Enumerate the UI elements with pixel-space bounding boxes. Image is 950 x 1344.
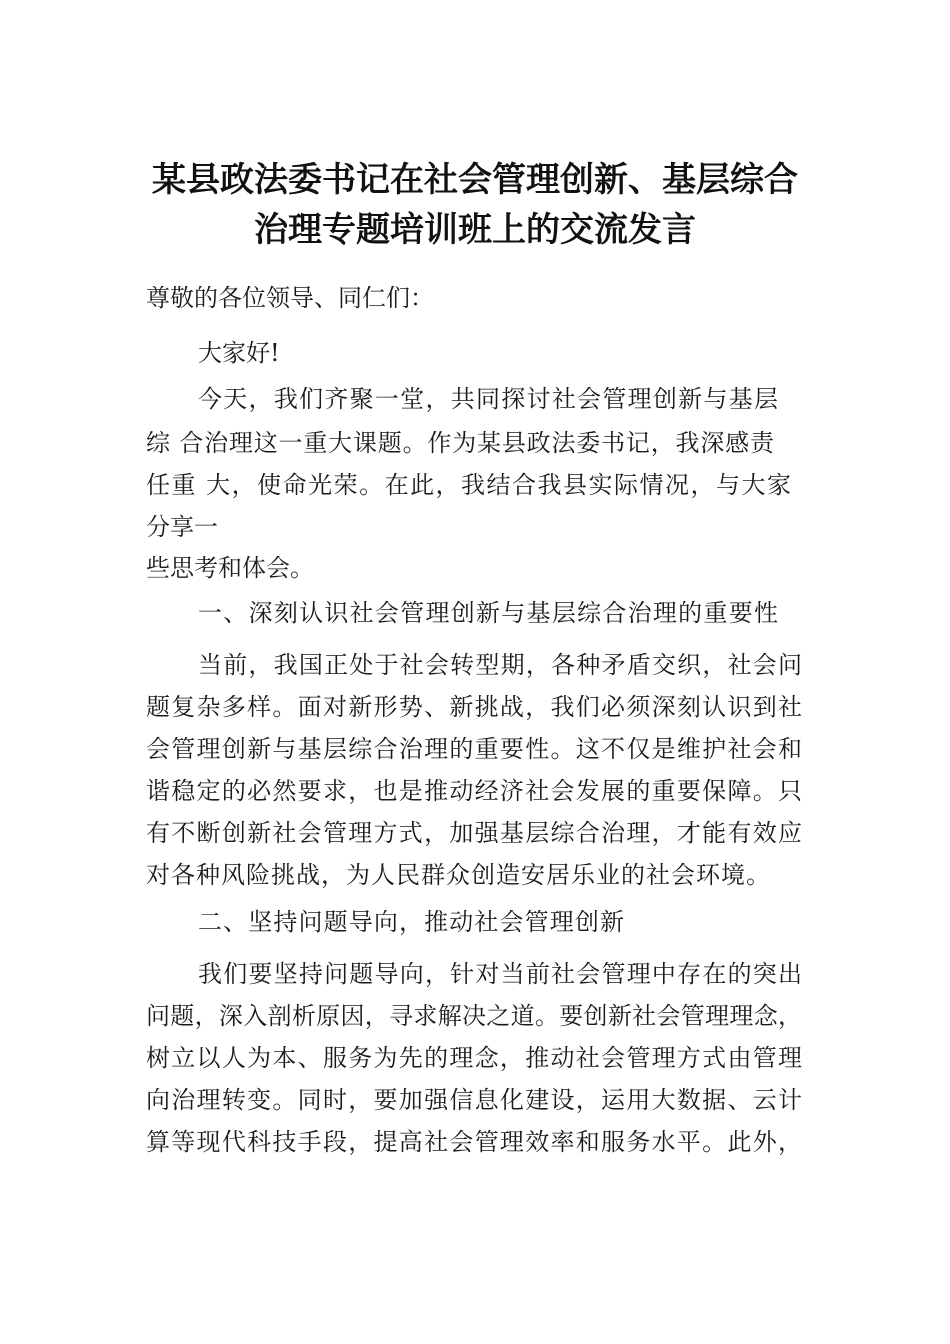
section1-line: 题复杂多样。面对新形势、新挑战，我们必须深刻认识到社: [146, 693, 802, 721]
section1-line: 谐稳定的必然要求，也是推动经济社会发展的重要保障。只: [146, 777, 802, 805]
section2-line: 问题，深入剖析原因，寻求解决之道。要创新社会管理理念，: [146, 1002, 802, 1030]
section-heading-1: 一、深刻认识社会管理创新与基层综合治理的重要性: [198, 599, 778, 627]
section1-line: 会管理创新与基层综合治理的重要性。这不仅是维护社会和: [146, 735, 802, 763]
section-heading-2: 二、坚持问题导向，推动社会管理创新: [198, 908, 624, 936]
document-title-line-1: 某县政法委书记在社会管理创新、基层综合: [152, 160, 798, 200]
document-title-line-2: 治理专题培训班上的交流发言: [254, 210, 696, 250]
intro-line: 今天，我们齐聚一堂，共同探讨社会管理创新与基层: [198, 385, 778, 413]
section1-line: 有不断创新社会管理方式，加强基层综合治理，才能有效应: [146, 819, 802, 847]
section2-line: 树立以人为本、服务为先的理念，推动社会管理方式由管理: [146, 1044, 802, 1072]
section2-line: 向治理转变。同时，要加强信息化建设，运用大数据、云计: [146, 1086, 802, 1114]
section1-line: 当前，我国正处于社会转型期，各种矛盾交织，社会问: [198, 651, 802, 679]
intro-line: 些思考和体会。: [146, 554, 314, 582]
intro-line: 综 合治理这一重大课题。作为某县政法委书记，我深感责: [146, 429, 774, 457]
intro-line: 分享一: [146, 513, 218, 541]
greeting: 大家好!: [198, 339, 280, 367]
section1-line: 对各种风险挑战，为人民群众创造安居乐业的社会环境。: [146, 861, 770, 889]
salutation: 尊敬的各位领导、同仁们：: [146, 284, 434, 312]
section2-line: 我们要坚持问题导向，针对当前社会管理中存在的突出: [198, 960, 802, 988]
section2-line: 算等现代科技手段，提高社会管理效率和服务水平。此外，: [146, 1128, 802, 1156]
intro-line: 任重 大，使命光荣。在此，我结合我县实际情况，与大家: [146, 471, 791, 499]
